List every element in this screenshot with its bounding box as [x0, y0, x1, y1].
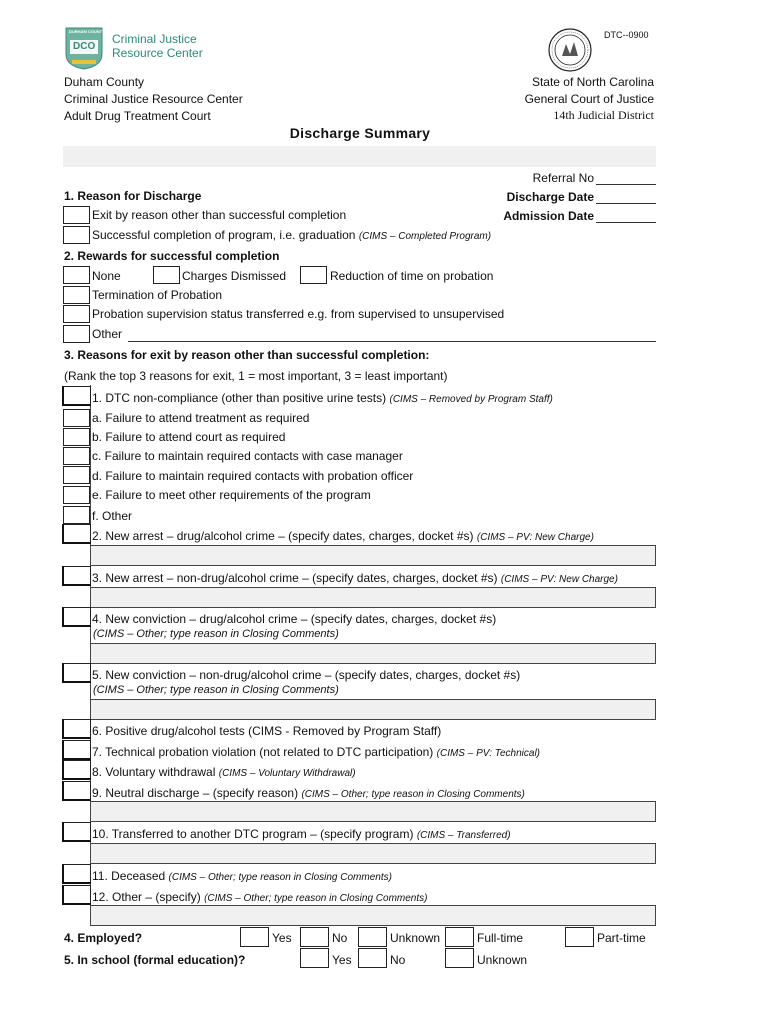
reason-a-label: a. Failure to attend treatment as required [92, 411, 310, 425]
employed-yes-checkbox[interactable] [240, 927, 269, 947]
reason-e-checkbox[interactable] [63, 486, 90, 504]
termination-label: Termination of Probation [92, 288, 223, 302]
admission-date-field[interactable] [596, 222, 656, 223]
reason-d-label: d. Failure to maintain required contacts with probation officer [92, 469, 414, 483]
reason-1-label: 1. DTC non-compliance (other than positive urine tests) (CIMS – Removed by Program Staff) [92, 391, 553, 405]
rank-instructions: (Rank the top 3 reasons for exit, 1 = most important, 3 = least important) [64, 369, 448, 383]
reason-7-checkbox[interactable] [62, 740, 91, 760]
reason-2-label: 2. New arrest – drug/alcohol crime – (specify dates, charges, docket #s) (CIMS – PV: New Charge) [92, 529, 594, 543]
reason-7-label: 7. Technical probation violation (not related to DTC participation) (CIMS – PV: Technical) [92, 745, 541, 759]
part-time-checkbox[interactable] [565, 927, 594, 947]
reason-10-checkbox[interactable] [62, 822, 91, 842]
reason-5-label: 5. New conviction – non-drug/alcohol crime – (specify dates, charges, docket #s) [92, 668, 521, 682]
reason-c-label: c. Failure to maintain required contacts with case manager [92, 449, 403, 463]
court-name: Adult Drug Treatment Court [64, 109, 211, 123]
exit-other-label: Exit by reason other than successful completion [92, 208, 347, 222]
school-unknown-label: Unknown [477, 953, 528, 967]
school-no-label: No [390, 953, 406, 967]
employed-unknown-label: Unknown [390, 931, 441, 945]
referral-no-field[interactable] [596, 184, 656, 185]
reason-a-checkbox[interactable] [63, 409, 90, 427]
none-checkbox[interactable] [63, 266, 90, 284]
reason-5-details-field[interactable] [90, 699, 656, 720]
reason-2-checkbox[interactable] [62, 524, 91, 544]
reason-5-note: (CIMS – Other; type reason in Closing Comments) [93, 684, 339, 696]
school-yes-label: Yes [332, 953, 352, 967]
admission-date-label: Admission Date [503, 209, 594, 223]
judicial-district: 14th Judicial District [553, 108, 654, 122]
name-field[interactable] [63, 146, 656, 167]
page-title: Discharge Summary [289, 125, 431, 141]
reason-e-label: e. Failure to meet other requirements of the program [92, 488, 371, 502]
form-id: DTC--0900 [604, 30, 649, 40]
section-1-heading: 1. Reason for Discharge [64, 189, 202, 203]
state-name: State of North Carolina [531, 75, 654, 89]
reduction-label: Reduction of time on probation [330, 269, 494, 283]
reason-9-checkbox[interactable] [62, 781, 91, 801]
reason-11-checkbox[interactable] [62, 864, 91, 884]
charges-dismissed-checkbox[interactable] [153, 266, 180, 284]
graduation-label: Successful completion of program, i.e. graduation (CIMS – Completed Program) [92, 228, 492, 242]
other-reward-field[interactable] [128, 341, 656, 342]
reason-4-checkbox[interactable] [62, 607, 91, 627]
section-5-heading: 5. In school (formal education)? [64, 953, 246, 967]
reason-10-details-field[interactable] [90, 843, 656, 864]
reason-3-details-field[interactable] [90, 587, 656, 608]
reason-9-label: 9. Neutral discharge – (specify reason) (CIMS – Other; type reason in Closing Comments) [92, 786, 525, 800]
reason-b-checkbox[interactable] [63, 428, 90, 446]
part-time-label: Part-time [597, 931, 646, 945]
school-unknown-checkbox[interactable] [445, 948, 474, 968]
reason-8-label: 8. Voluntary withdrawal (CIMS – Voluntary Withdrawal) [92, 765, 356, 779]
reason-4-details-field[interactable] [90, 643, 656, 664]
none-label: None [92, 269, 121, 283]
other-reward-label: Other [92, 327, 123, 341]
logo-county-text: DURHAM COUNTY [69, 29, 105, 34]
employed-no-label: No [332, 931, 348, 945]
reason-2-details-field[interactable] [90, 545, 656, 566]
reason-d-checkbox[interactable] [63, 466, 90, 484]
employed-no-checkbox[interactable] [300, 927, 329, 947]
center-name: Criminal Justice Resource Center [64, 92, 243, 106]
reduction-checkbox[interactable] [300, 266, 327, 284]
logo-line-2: Resource Center [112, 46, 203, 60]
reason-12-label: 12. Other – (specify) (CIMS – Other; type reason in Closing Comments) [92, 890, 428, 904]
reason-6-checkbox[interactable] [62, 719, 91, 739]
reason-f-label: f. Other [92, 509, 133, 523]
logo-monogram: DCO [73, 41, 96, 52]
full-time-label: Full-time [477, 931, 524, 945]
county-name: Duham County [64, 75, 145, 89]
referral-no-label: Referral No [532, 171, 594, 185]
reason-3-label: 3. New arrest – non-drug/alcohol crime – (specify dates, charges, docket #s) (CIMS – PV: New Charge) [92, 571, 618, 585]
employed-unknown-checkbox[interactable] [358, 927, 387, 947]
reason-10-label: 10. Transferred to another DTC program – (specify program) (CIMS – Transferred) [92, 827, 511, 841]
other-reward-checkbox[interactable] [63, 325, 90, 343]
full-time-checkbox[interactable] [445, 927, 474, 947]
reason-c-checkbox[interactable] [63, 447, 90, 465]
cjrc-logo [64, 26, 203, 70]
section-4-heading: 4. Employed? [64, 931, 143, 945]
section-2-heading: 2. Rewards for successful completion [64, 249, 280, 263]
logo-line-1: Criminal Justice [112, 32, 197, 46]
status-transfer-checkbox[interactable] [63, 305, 90, 323]
reason-1-checkbox[interactable] [62, 386, 91, 406]
reason-4-note: (CIMS – Other; type reason in Closing Comments) [93, 628, 339, 640]
termination-checkbox[interactable] [63, 286, 90, 304]
graduation-checkbox[interactable] [63, 226, 90, 244]
status-transfer-label: Probation supervision status transferred e.g. from supervised to unsupervised [92, 307, 505, 321]
section-3-heading: 3. Reasons for exit by reason other than successful completion: [64, 348, 430, 362]
discharge-date-field[interactable] [596, 203, 656, 204]
reason-f-checkbox[interactable] [63, 506, 90, 524]
reason-b-label: b. Failure to attend court as required [92, 430, 286, 444]
reason-9-details-field[interactable] [90, 801, 656, 822]
reason-8-checkbox[interactable] [62, 760, 91, 780]
reason-5-checkbox[interactable] [62, 663, 91, 683]
charges-dismissed-label: Charges Dismissed [182, 269, 287, 283]
discharge-date-label: Discharge Date [506, 190, 594, 204]
reason-6-label: 6. Positive drug/alcohol tests (CIMS - Removed by Program Staff) [92, 724, 442, 738]
reason-4-label: 4. New conviction – drug/alcohol crime – (specify dates, charges, docket #s) [92, 612, 497, 626]
reason-12-checkbox[interactable] [62, 885, 91, 905]
court-of-justice: General Court of Justice [524, 92, 654, 106]
school-no-checkbox[interactable] [358, 948, 387, 968]
reason-12-details-field[interactable] [90, 905, 656, 926]
school-yes-checkbox[interactable] [300, 948, 329, 968]
exit-other-checkbox[interactable] [63, 206, 90, 224]
employed-yes-label: Yes [272, 931, 292, 945]
state-seal-icon [548, 28, 592, 72]
reason-11-label: 11. Deceased (CIMS – Other; type reason in Closing Comments) [92, 869, 392, 883]
reason-3-checkbox[interactable] [62, 566, 91, 586]
